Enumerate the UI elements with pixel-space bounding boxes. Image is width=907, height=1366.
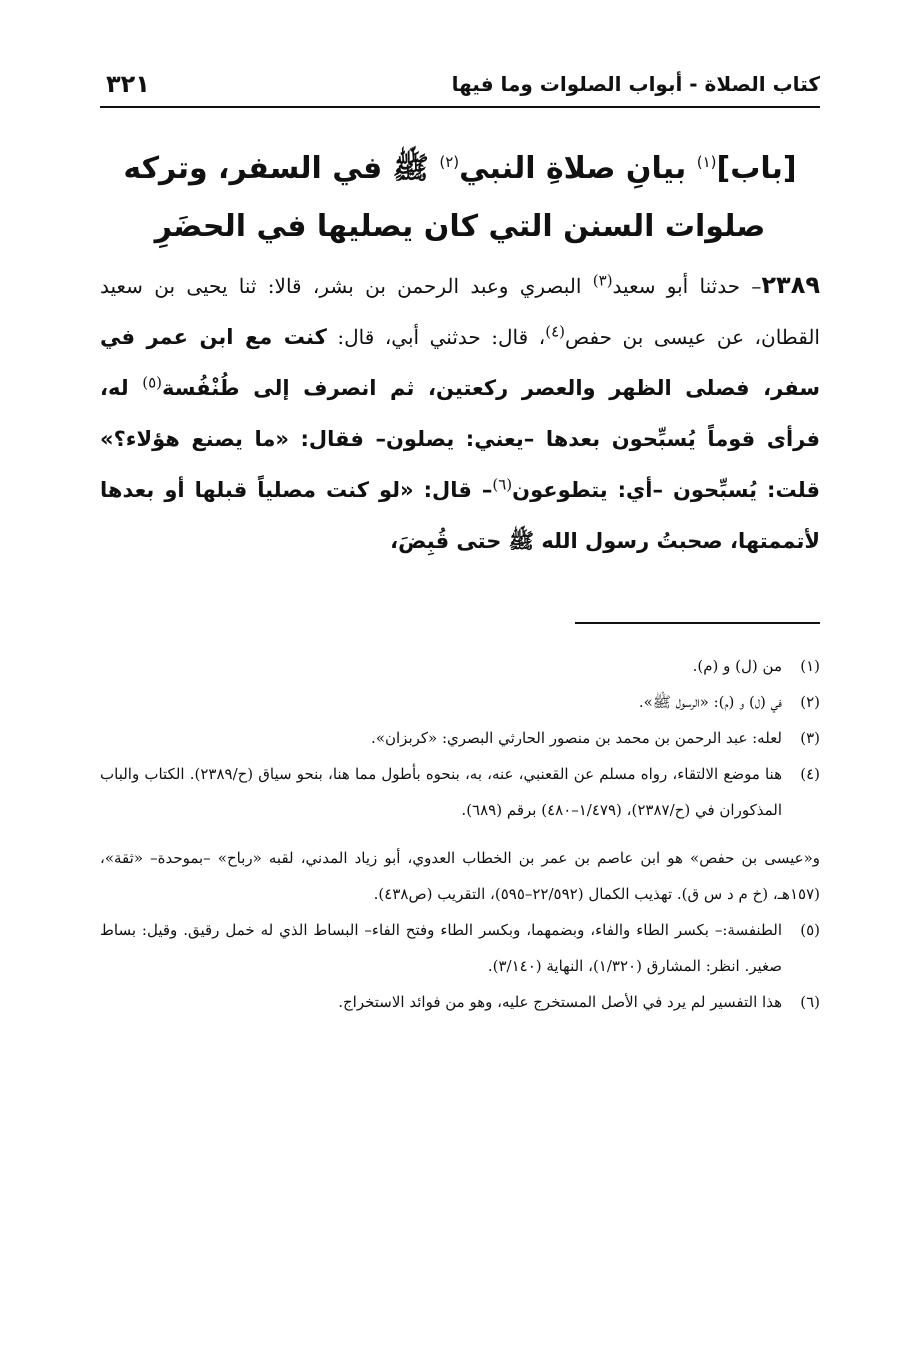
- footnote-ref-2: (٢): [439, 153, 460, 171]
- footnote-1: [100, 648, 820, 684]
- footnote-text: لعله: عبد الرحمن بن محمد بن منصور الحارثي البصري: «كربزان».: [371, 729, 782, 747]
- footnote-4-continuation: [100, 840, 820, 912]
- footnote-text: في (ل) و (م): «الرسول ﷺ».: [638, 693, 782, 711]
- footnote-number: (٦): [800, 993, 820, 1011]
- hadith-isnad-2: البصري وعبد الرحمن بن بشر، قالا: ثنا يحيى بن سعيد القطان، عن عيسى بن حفص: [100, 274, 820, 349]
- footnote-3: [100, 720, 820, 756]
- page-number: ٣٢١: [106, 70, 150, 98]
- footnote-6: [100, 984, 820, 1020]
- chapter-title-part2: ﷺ في السفر، وتركه صلوات السنن التي كان يصليها في الحضَرِ: [123, 151, 766, 244]
- hadith-isnad-3: ، قال: حدثني أبي، قال:: [326, 325, 546, 349]
- footnote-number: (٥): [800, 921, 820, 939]
- footnote-ref-4: (٤): [545, 322, 565, 341]
- header-rule: [100, 106, 820, 108]
- footnote-text: الطنفسة:– بكسر الطاء والفاء، وبضمهما، وبكسر الطاء وفتح الفاء– البساط الذي له خمل رقيق. وقيل: بساط صغير. انظر: المشارق (١/٣٢٠)، النهاية (٣/١٤٠).: [100, 921, 782, 975]
- chapter-bracket-label: [باب]: [716, 151, 797, 186]
- chapter-title: [100, 140, 820, 256]
- footnote-4: [100, 756, 820, 828]
- hadith-matn-1: كنت مع ابن عمر في سفر، فصلى الظهر والعصر ركعتين، ثم انصرف إلى طُنْفُسة: [100, 325, 820, 400]
- hadith-matn-2: له، فرأى قوماً يُسبِّحون بعدها –يعني: يصلون– فقال: «ما يصنع هؤلاء؟» قلت: يُسبِّحون –أي: يتطوعون: [100, 376, 821, 502]
- footnote-number: (٢): [800, 693, 820, 711]
- chapter-title-part1: بيانِ صلاةِ النبي: [459, 151, 697, 186]
- running-title: كتاب الصلاة - أبواب الصلوات وما فيها: [451, 72, 820, 96]
- footnote-number: (٣): [800, 729, 820, 747]
- footnote-ref-5: (٥): [142, 373, 163, 392]
- footnote-5: [100, 912, 820, 984]
- footnote-number: (٤): [800, 765, 820, 783]
- hadith-number: ٢٣٨٩: [761, 271, 820, 299]
- footnote-2: [100, 684, 820, 720]
- footnote-separator: [575, 622, 820, 624]
- footnote-text: من (ل) و (م).: [692, 657, 782, 675]
- footnote-text: و«عيسى بن حفص» هو ابن عاصم بن عمر بن الخطاب العدوي، أبو زياد المدني، لقبه «رباح» –بموحدة– «ثقة»، (١٥٧هـ، (خ م د س ق). تهذيب الكمال (٢٢/٥٩٢–٥٩٥)، التقريب (ص٤٣٨).: [100, 849, 820, 903]
- footnotes: [100, 648, 820, 1020]
- footnote-ref-3: (٣): [592, 271, 613, 290]
- hadith-matn-3: – قال: «لو كنت مصلياً قبلها أو بعدها لأتممتها، صحبتُ رسول الله ﷺ حتى قُبِضَ،: [100, 478, 820, 553]
- hadith-isnad-1: – حدثنا أبو سعيد: [612, 274, 762, 298]
- footnote-ref-1: (١): [696, 153, 717, 171]
- hadith-text: [100, 260, 820, 567]
- page-header: [100, 70, 820, 106]
- footnote-ref-6: (٦): [492, 475, 513, 494]
- footnote-text: هذا التفسير لم يرد في الأصل المستخرج عليه، وهو من فوائد الاستخراج.: [338, 993, 782, 1011]
- footnote-text: هنا موضع الالتقاء، رواه مسلم عن القعنبي، عنه، به، بنحوه بأطول مما هنا، بنحو سياق (ح/٢٣٨٩). الكتاب والباب المذكوران في (ح/٢٣٨٧)، (١/٤٧٩–٤٨٠) برقم (٦٨٩).: [100, 765, 782, 819]
- footnote-number: (١): [800, 657, 820, 675]
